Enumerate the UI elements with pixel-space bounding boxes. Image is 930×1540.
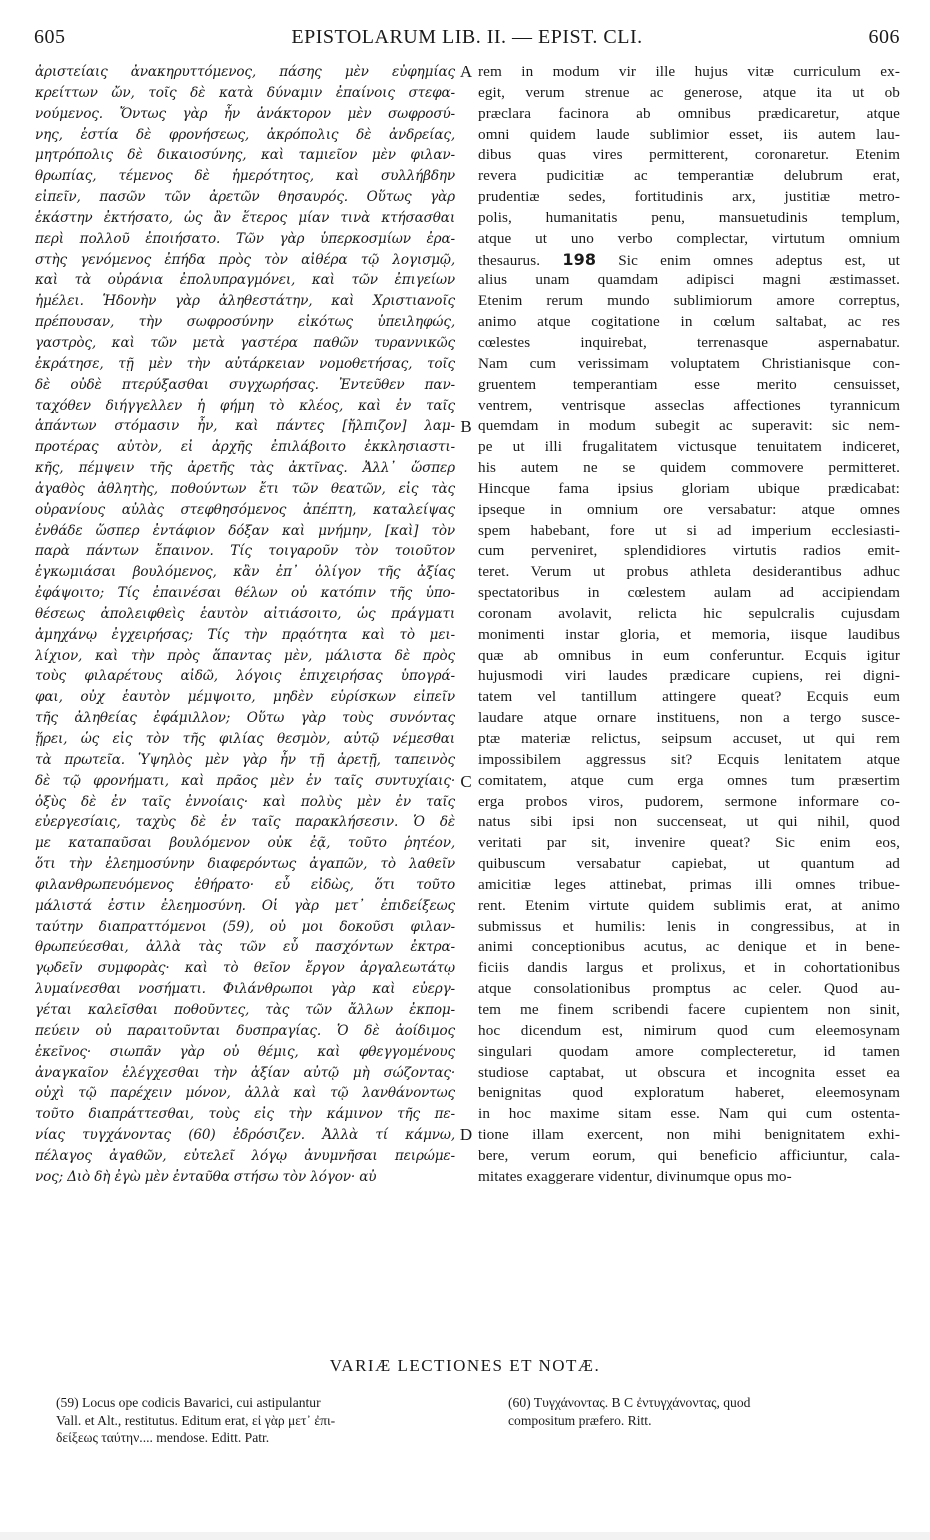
greek-line: περὶ πολλοῦ ἐποιήσατο. Τῶν γὰρ ὑπερκοσμίων ἐρα- xyxy=(35,230,455,247)
greek-line: ἐφάψοιτο; Τίς ἐπαινέσαι θέλων οὐ κατόπιν τῆς ὑπο- xyxy=(35,585,455,602)
greek-line: εἰπεῖν, πασῶν τῶν ἀρετῶν θησαυρός. Οὕτως γὰρ xyxy=(35,189,455,206)
greek-line: με καταπαῦσαι βουλόμενον οὐκ ἐᾷ, τοῦτο ῥητέον, xyxy=(35,835,455,852)
latin-line: ptæ materiæ relictus, seipsum accuset, ut qui rem xyxy=(478,730,900,747)
greek-line: ᾕρει, ὡς εἰς τὸν τῆς φιλίας θεσμὸν, αὐτῷ νέμεσθαι xyxy=(35,731,455,747)
margin-letter-a: A xyxy=(459,62,473,81)
greek-line: κρείττων ὤν, τοῖς δὲ κατὰ δύναμιν ἐπαίνοις στεφα- xyxy=(35,84,455,101)
footnote-60 xyxy=(508,1394,900,1429)
latin-line: hoc dicendum est, nimirum quod cum eleemosynam xyxy=(478,1021,900,1039)
latin-line: erga probos viros, pudorem, sermone informare co- xyxy=(478,792,900,810)
footnote-line: δείξεως ταύτην.... mendose. Editt. Patr. xyxy=(56,1430,270,1445)
page-number-left: 605 xyxy=(34,26,66,48)
latin-line: veritati par sit, invenire queat? Sic enim eos, xyxy=(478,834,900,852)
footnote-line: compositum præfero. Ritt. xyxy=(508,1412,652,1428)
greek-line: πρέπουσαν, τὴν σωφροσύνην εἰκότως ὑπειληφώς, xyxy=(35,314,455,331)
latin-line: benignitas quod exploratum haberet, eleemosynam xyxy=(478,1084,900,1102)
greek-line: νος; Διὸ δὴ ἐγὼ μὲν ἐνταῦθα στήσω τὸν λόγον· αὐ xyxy=(35,1168,377,1185)
latin-line: omni quidem laude sublimior esset, iis autem lau- xyxy=(478,125,900,143)
latin-line: quibuscum versabatur capiebat, ut quantum ad xyxy=(478,855,900,873)
notes-heading: VARIÆ LECTIONES ET NOTÆ. xyxy=(329,1356,601,1375)
greek-line: ἀριστείαις ἀνακηρυττόμενος, πάσης μὲν εὐφημίας xyxy=(35,64,455,80)
latin-line: Etenim rerum mundo sublimiorum amore correptus, xyxy=(478,292,900,310)
latin-line: Nam cum verissimam voluptatem Christianisque con- xyxy=(478,354,900,372)
section-number: 198 xyxy=(562,249,597,269)
latin-line: ipseque in omnium ore versabatur: atque omnes xyxy=(478,500,900,518)
latin-line: ventrem, ventrisque asseclas affectiones tyrannicum xyxy=(478,396,900,414)
latin-line: mitates exaggerare videntur, divinumque opus mo- xyxy=(478,1167,792,1185)
latin-line: singulari quodam amore complecteretur, id tamen xyxy=(478,1042,900,1060)
latin-line: coronam avolavit, relicta hic sepulcralis cujusdam xyxy=(478,604,900,622)
greek-line: ἐκράτησε, τῇ μὲν τὴν αὐτάρκειαν νομοθετήσας, τοῖς xyxy=(35,355,455,372)
greek-line: ἐγκωμιάσαι βουλόμενος, κἂν ἐπ᾽ ὀλίγον τῆς ἀξίας xyxy=(35,564,455,581)
margin-letter-b: B xyxy=(460,417,472,436)
margin-letter-d: D xyxy=(459,1125,473,1144)
latin-line: egit, verum strenue ac generose, atque ita ut ob xyxy=(478,83,900,101)
greek-line: γαστρὸς, καὶ τῶν μετὰ γαστέρα παθῶν τυραννικῶς xyxy=(35,334,455,351)
greek-line: νούμενος. Ὄντως γὰρ ἦν ἀνάκτορον μὲν σωφροσύ- xyxy=(35,105,455,122)
greek-line: δὲ τῷ φρονήματι, καὶ πρᾶος μὲν ἐν ταῖς συντυχίαις· xyxy=(35,772,455,789)
latin-line: pe ut illi frugalitatem victusque tenuitatem indiceret, xyxy=(478,438,900,456)
greek-line: οὐχὶ τῷ παρέχειν μόνον, ἀλλὰ καὶ τῷ λανθάνοντως xyxy=(35,1085,455,1102)
greek-line: ὀξὺς δὲ ἐν ταῖς ἐννοίαις· καὶ πολὺς μὲν ἐν ταῖς xyxy=(35,793,455,810)
latin-line: revera pudicitiæ ac temperantiæ delubrum erat, xyxy=(478,167,900,185)
latin-line: monimenti instar gloria, et memoria, iisque laudibus xyxy=(478,625,900,643)
page-number-right: 606 xyxy=(868,26,900,48)
greek-line: ἠμέλει. Ἡδονὴν γὰρ ἀληθεστάτην, καὶ Χριστιανοῖς xyxy=(35,293,455,310)
latin-line: thesaurus. 198 Sic enim omnes adeptus est, ut xyxy=(478,249,900,269)
greek-line: κῆς, πέμψειν τῆς ἀρετῆς τὰς ἀκτῖνας. Ἀλλ᾽ ὥσπερ xyxy=(35,460,455,477)
greek-line: ἑκάστην ἐκτήσατο, ὡς ἂν ἕτερος μίαν τινὰ κτήσασθαι xyxy=(35,209,455,226)
greek-line: νίας τυγχάνοντας (60) ἐδρόσιζεν. Ἀλλὰ τί κάμνω, xyxy=(35,1127,455,1144)
page-edge xyxy=(0,1532,930,1540)
greek-line: τοῦτο διαπράττεσθαι, τοὺς εἰς τὴν κάμινον τῆς πε- xyxy=(35,1106,455,1123)
latin-line: spem habebant, fore ut si ad imperium ecclesiasti- xyxy=(478,521,900,539)
greek-line: γέται καλεῖσθαι ποθοῦντες, τὰς τῶν ἄλλων ἐκπομ- xyxy=(35,1001,455,1018)
footnote-59 xyxy=(56,1394,456,1447)
greek-line: νης, ἑστία δὲ φρονήσεως, ἀκρόπολις δὲ ἀνδρείας, xyxy=(35,126,455,143)
latin-line: tione illam exercent, non mihi benignitatem exhi- xyxy=(478,1126,900,1144)
latin-line: natus sibi ipsi non succenseat, ut qui nihil, quod xyxy=(478,813,900,831)
latin-line: submissus et humilis: lenis in congressibus, at in xyxy=(478,917,900,935)
latin-text-column xyxy=(478,62,900,1188)
latin-line: in hoc maxime sitam esse. Nam qui cum ostenta- xyxy=(478,1105,900,1123)
greek-line: ἐκεῖνος· σιωπᾶν γὰρ οὐ θέμις, καὶ φθεγγομένους xyxy=(35,1043,455,1060)
latin-line: hujusmodi viri laudes prædicare cupiens, rei digni- xyxy=(478,667,900,685)
greek-line: οὐρανίους αὐλὰς στεφθησόμενος ἀπέπτη, καταλείψας xyxy=(35,501,455,518)
greek-line: τὰ πρωτεῖα. Ὑψηλὸς μὲν γὰρ ἦν τῇ ἀρετῇ, ταπεινὸς xyxy=(35,751,455,768)
latin-line: præclara facinora ab omnibus prædicaretur, atque xyxy=(478,104,900,122)
greek-text-column xyxy=(35,62,455,1188)
greek-line: πεύειν οὐ παραιτοῦνται δυσπραγίας. Ὁ δὲ ἀοίδιμος xyxy=(35,1022,455,1039)
latin-line: gruentem temperantiam esse merito censuisset, xyxy=(478,375,900,393)
latin-line: Hincque fama ipsius gloriam ubique prædicabat: xyxy=(478,479,900,497)
latin-line: tatem vel tantillum attingere queat? Ecquis eum xyxy=(478,688,900,706)
greek-line: μητρόπολις δὲ δικαιοσύνης, καὶ ταμιεῖον μὲν φιλαν- xyxy=(35,147,455,164)
greek-line: εὐεργεσίαις, ταχὺς δὲ ἐν ταῖς παρακλήσεσιν. Ὁ δὲ xyxy=(35,814,455,831)
latin-line: rent. Etenim virtute quidem sublimis erat, at animo xyxy=(478,896,900,914)
margin-letter-c: C xyxy=(460,772,472,791)
greek-line: θρωπεύεσθαι, ἀλλὰ τὰς τῶν εὖ πασχόντων ἐκτρα- xyxy=(35,939,455,956)
latin-line: impossibilem aggressus sit? Ecquis lenitatem atque xyxy=(478,750,900,768)
latin-line: tem me finem scribendi facere cupientem non sinit, xyxy=(478,1000,900,1018)
greek-line: ταχόθεν διήγγελλεν ἡ φήμη τὸ κλέος, καὶ ἐν ταῖς xyxy=(35,397,455,414)
greek-line: θρωπίας, τέμενος δὲ ἡμερότητος, καὶ συλλήβδην xyxy=(35,168,455,185)
greek-line: λυμαίνεσθαι νοσήματι. Φιλάνθρωποι γὰρ καὶ εὐεργ- xyxy=(35,981,455,998)
greek-line: ταύτην διαπραττόμενοι (59), οὐ μοι δοκοῦσι φιλαν- xyxy=(35,918,455,935)
latin-line: polis, humanitatis penu, mansuetudinis templum, xyxy=(478,208,900,226)
latin-line: animi conceptionibus acutus, ac denique et in bene- xyxy=(478,938,900,956)
running-title: EPISTOLARUM LIB. II. — EPIST. CLI. xyxy=(291,26,643,48)
footnote-line: Vall. et Alt., restitutus. Editum erat, εἰ γὰρ μετ᾽ ἐπι- xyxy=(56,1412,336,1428)
greek-line: δὲ οὐδὲ πτερύξασθαι συγχωρήσας. Ἐντεῦθεν παν- xyxy=(35,376,455,393)
latin-line: quemdam in modum subegit ac superavit: sic nem- xyxy=(478,417,900,435)
latin-line: dibus quas vires permitterent, coronaretur. Etenim xyxy=(478,146,900,164)
greek-line: θέσεως ἀπολειφθεὶς ἑαυτὸν αἰτιάσοιτο, ὡς πράγματι xyxy=(35,605,455,622)
latin-line: bere, verum eorum, qui beneficio afficiuntur, cala- xyxy=(478,1146,900,1164)
greek-line: παρὰ πάντων ἔπαινον. Τίς τοιγαροῦν τὸν τοιοῦτον xyxy=(35,543,455,560)
latin-line: studiose captabat, ut obscura et incognita esset ea xyxy=(478,1063,900,1081)
greek-line: μάλιστά ἐστιν ἐλεημοσύνη. Οἱ γὰρ μετ᾽ ἐπιδείξεως xyxy=(35,897,455,914)
greek-line: ἀγαθὸς ἀθλητὴς, ποθούντων ἔτι τῶν θεατῶν, εἰς τὰς xyxy=(35,480,455,497)
latin-line: prudentiæ sedes, fortitudinis arx, justitiæ metro- xyxy=(478,188,900,206)
latin-line: teret. Verum ut probus athleta desiderantibus adhuc xyxy=(478,563,900,581)
greek-line: γῳδεῖν συμφορὰς· καὶ τὸ θεῖον ἔργον ἀργαλεωτάτῳ xyxy=(35,960,455,977)
running-header xyxy=(34,26,900,56)
latin-line: quæ ab omnibus in eum conferuntur. Ecquis igitur xyxy=(478,646,900,664)
greek-line: καὶ τὰ οὐράνια ἐπολυπραγμόνει, καὶ τῶν ἐπιγείων xyxy=(35,272,455,289)
greek-line: τοὺς φιλαρέτους αἰδῶ, λόγοις ἐπιχειρήσας ὑπογρά- xyxy=(35,668,455,685)
footnote-line: (60) Τυγχάνοντας. B C ἐντυγχάνοντας, quod xyxy=(508,1395,751,1410)
greek-line: λίχιον, καὶ τὴν πρὸς ἅπαντας μὲν, μάλιστα δὲ πρὸς xyxy=(35,647,455,664)
latin-line: alius unam quamdam adipisci magni æstimasset. xyxy=(478,271,900,289)
latin-line: spectatoribus in cœlestem aulam ad accipiendam xyxy=(478,584,900,602)
greek-line: φαι, οὐχ ἑαυτὸν μέμψοιτο, μηδὲν εὑρίσκων εἰπεῖν xyxy=(35,689,455,706)
greek-line: πέλαγος ἀγαθῶν, εὐτελεῖ λόγῳ ἀνυμνῆσαι πειρώμε- xyxy=(35,1147,455,1164)
latin-line: amicitiæ leges attinebat, primas illi omnes tribue- xyxy=(478,875,900,893)
greek-line: τῆς ἀληθείας ἐφάμιλλον; Οὕτω γὰρ τοὺς συνόντας xyxy=(35,710,455,727)
latin-line: laudare atque ornare instituens, non a tergo susce- xyxy=(478,709,900,727)
latin-line: his autem ne se quidem commovere permitteret. xyxy=(478,459,900,477)
footnote-line: (59) Locus ope codicis Bavarici, cui astipulantur xyxy=(56,1395,321,1410)
latin-line: atque consolationibus promptus ac celer. Quod au- xyxy=(478,980,900,998)
greek-line: ἁπάντων στόμασιν ἦν, καὶ πάντες [ἤλπιζον] λαμ- xyxy=(35,418,455,435)
greek-line: ἀμηχάνῳ ἐγχειρήσας; Τίς τὴν πρᾳότητα καὶ τὸ μει- xyxy=(35,626,455,643)
latin-line: animo atque cogitatione in cœlum saltabat, ac res xyxy=(478,313,900,331)
latin-line: atque ut uno verbo complectar, virtutum omnium xyxy=(478,229,900,247)
latin-line: cœlestes inquirebat, terrenasque aspernabatur. xyxy=(478,333,900,351)
latin-line: comitatem, atque cum erga omnes tum præsertim xyxy=(478,771,900,789)
greek-line: ἀναγκαῖον ἐλέγχεσθαι τὴν ἀξίαν αὐτῷ μὴ σώζοντας· xyxy=(35,1064,455,1081)
greek-line: ὅτι τὴν ἐλεημοσύνην διαφερόντως ἀγαπῶν, τὸ λαθεῖν xyxy=(35,856,455,873)
latin-line: rem in modum vir ille hujus vitæ curriculum ex- xyxy=(478,63,900,80)
latin-line: ficiis dandis largus et prolixus, et in cohortationibus xyxy=(478,959,900,977)
greek-line: προτέρας αὐτὸν, εἰ ἀρχῆς ἐπιλάβοιτο ἐκκλησιαστι- xyxy=(35,439,455,456)
latin-line: cum perveniret, splendidiores virtutis radios emit- xyxy=(478,542,900,560)
greek-line: στὴς γενόμενος ἐπήδα πρὸς τὸν αἰθέρα τῷ λογισμῷ, xyxy=(35,251,455,268)
greek-line: ἐνθάδε ὥσπερ ἐντάφιον δόξαν καὶ μνήμην, [καὶ] τὸν xyxy=(35,522,455,539)
greek-line: φιλανθρωπευόμενος ἐθήρατο· εὖ εἰδὼς, ὅτι τοῦτο xyxy=(35,876,455,893)
